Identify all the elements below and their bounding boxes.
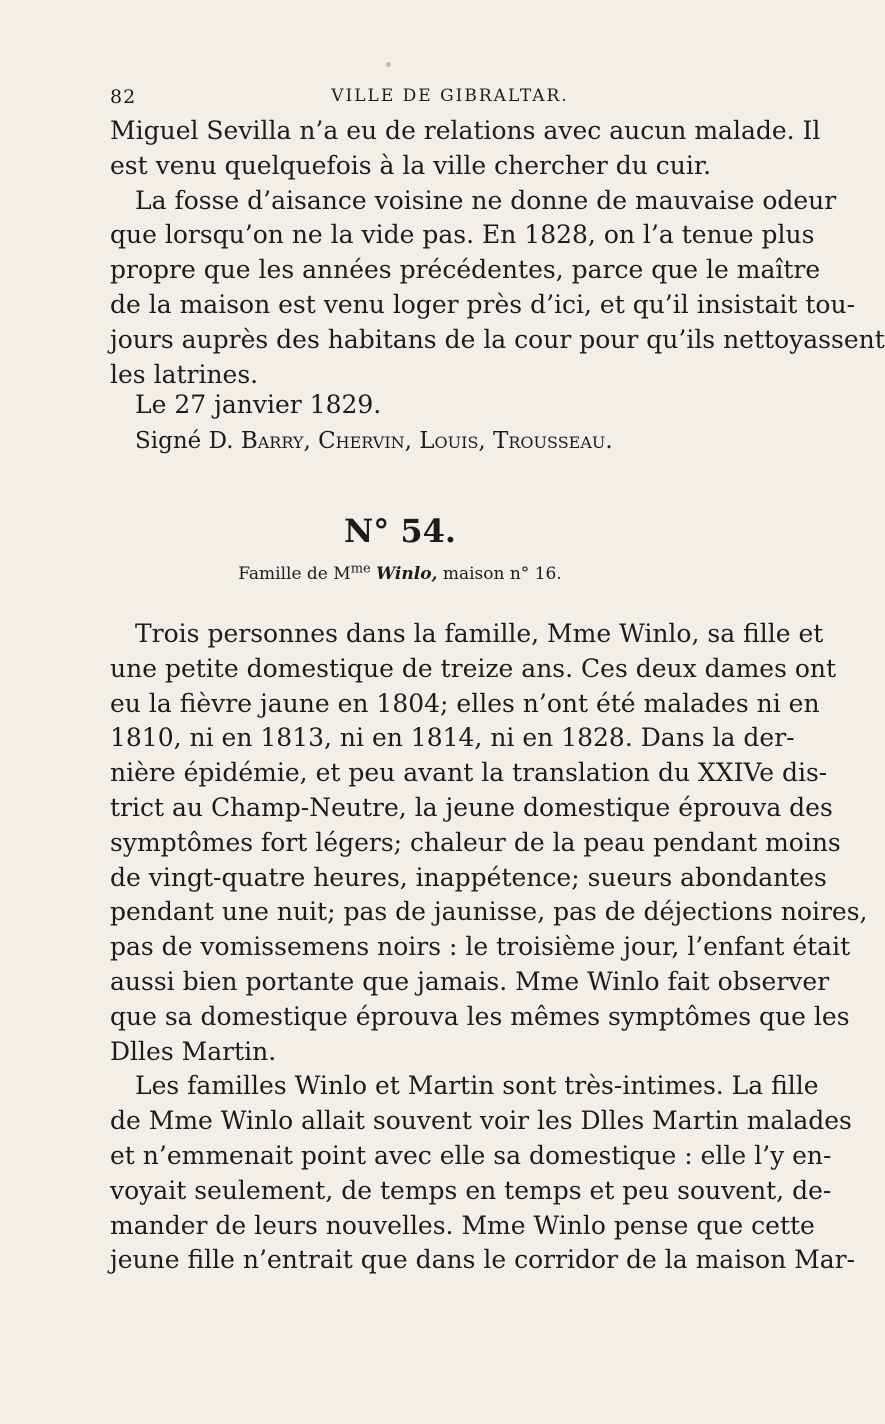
text-line: trict au Champ-Neutre, la jeune domestique éprouva des (110, 792, 833, 822)
text-line: Les familles Winlo et Martin sont très-intimes. La fille (135, 1071, 819, 1101)
text-line: de la maison est venu loger près d’ici, et qu’il insistait tou- (110, 289, 856, 319)
text-line: pendant une nuit; pas de jaunisse, pas de déjections noires, (110, 897, 868, 927)
subtitle-mme: M (333, 564, 351, 584)
text-line: propre que les années précédentes, parce que le maître (110, 255, 821, 285)
text-line: mander de leurs nouvelles. Mme Winlo pense que cette (110, 1210, 815, 1240)
subtitle-prefix: Famille de (238, 564, 334, 584)
text-line: symptômes fort légers; chaleur de la peau pendant moins (110, 827, 841, 857)
text-line: de Mme Winlo allait souvent voir les Dlles Martin malades (110, 1106, 852, 1136)
text-line: de vingt-quatre heures, inappétence; sueurs abondantes (110, 862, 827, 892)
signature-prefix: Signé (135, 428, 209, 454)
text-line: les latrines. (110, 359, 259, 389)
running-head: VILLE DE GIBRALTAR. (331, 86, 569, 106)
subtitle-suffix: maison n° 16. (437, 564, 562, 584)
text-line: une petite domestique de treize ans. Ces deux dames ont (110, 653, 837, 683)
page-number: 82 (110, 86, 137, 108)
date-line-wrap (110, 388, 793, 423)
section-number: N° 54. (343, 512, 457, 550)
text-line: est venu quelquefois à la ville chercher du cuir. (110, 150, 712, 180)
text-line: La fosse d’aisance voisine ne donne de mauvaise odeur (135, 185, 837, 215)
text-line: et n’emmenait point avec elle sa domestique : elle l’y en- (110, 1140, 832, 1170)
signature-line (110, 424, 793, 459)
text-line: Dlles Martin. (110, 1036, 277, 1066)
text-line: eu la fièvre jaune en 1804; elles n’ont été malades ni en (110, 688, 820, 718)
text-line: aussi bien portante que jamais. Mme Winlo fait observer (110, 966, 830, 996)
text-line: nière épidémie, et peu avant la translation du XXIVe dis- (110, 758, 828, 788)
date-line: Le 27 janvier 1829. (135, 390, 382, 419)
text-line: voyait seulement, de temps en temps et peu souvent, de- (110, 1175, 832, 1205)
text-line: jeune fille n’entrait que dans le corridor de la maison Mar- (110, 1245, 856, 1275)
paragraph-block-2 (110, 617, 868, 1278)
text-line: jours auprès des habitans de la cour pour qu’ils nettoyassent (110, 324, 885, 354)
text-line: Trois personnes dans la famille, Mme Winlo, sa fille et (135, 619, 824, 648)
subtitle-family-name: Winlo, (376, 564, 438, 584)
text-line: que lorsqu’on ne la vide pas. En 1828, on l’a tenue plus (110, 220, 815, 250)
text-line: pas de vomissemens noirs : le troisième jour, l’enfant était (110, 932, 851, 962)
paper-speck (386, 62, 391, 67)
signature-names: D. Barry, Chervin, Louis, Trousseau. (208, 428, 613, 454)
text-line: que sa domestique éprouva les mêmes symptômes que les (110, 1001, 850, 1031)
page-header (110, 86, 790, 112)
section-subtitle (0, 561, 800, 584)
text-line: 1810, ni en 1813, ni en 1814, ni en 1828. Dans la der- (110, 723, 795, 753)
subtitle-mme-sup: me (350, 561, 371, 577)
text-line: Miguel Sevilla n’a eu de relations avec aucun malade. Il (110, 116, 821, 145)
paragraph-block-1 (110, 114, 885, 392)
